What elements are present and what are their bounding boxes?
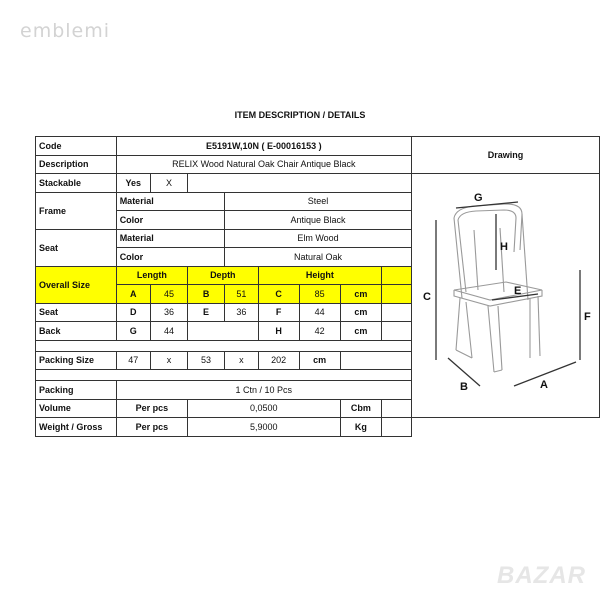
dim-c-value: 85 xyxy=(299,285,340,304)
seat-color-value: Natural Oak xyxy=(225,248,412,267)
description-value: RELIX Wood Natural Oak Chair Antique Black xyxy=(116,155,411,174)
description-label: Description xyxy=(36,155,117,174)
stackable-label: Stackable xyxy=(36,174,117,193)
drawing-title: Drawing xyxy=(411,137,599,174)
packing-size-unit: cm xyxy=(299,351,340,370)
seat-dims-unit: cm xyxy=(340,303,382,322)
back-dims-unit: cm xyxy=(340,322,382,341)
chair-outline xyxy=(454,204,542,372)
back-dims-empty xyxy=(382,322,412,341)
overall-value-empty xyxy=(382,285,412,304)
packing-size-v3: 202 xyxy=(258,351,299,370)
overall-unit: cm xyxy=(340,285,382,304)
overall-header-empty xyxy=(382,266,412,285)
back-dims-label: Back xyxy=(36,322,117,341)
seat-label: Seat xyxy=(36,229,117,266)
volume-label: Volume xyxy=(36,399,117,418)
dim-a: A xyxy=(116,285,150,304)
drawing-panel xyxy=(411,174,599,418)
spec-table xyxy=(35,136,600,437)
packing-size-empty xyxy=(340,351,411,370)
dim-f-value: 44 xyxy=(299,303,340,322)
volume-per: Per pcs xyxy=(116,399,187,418)
drawing-label-c: C xyxy=(422,290,431,303)
dim-d-value: 36 xyxy=(150,303,187,322)
weight-empty xyxy=(382,418,412,437)
height-header: Height xyxy=(258,266,382,285)
dim-h: H xyxy=(258,322,299,341)
dim-h-value: 42 xyxy=(299,322,340,341)
frame-label: Frame xyxy=(36,192,117,229)
weight-value: 5,9000 xyxy=(188,418,341,437)
seat-material-value: Elm Wood xyxy=(225,229,412,248)
weight-per: Per pcs xyxy=(116,418,187,437)
packing-size-v2: 53 xyxy=(188,351,225,370)
frame-material-value: Steel xyxy=(225,192,412,211)
dim-e-value: 36 xyxy=(225,303,259,322)
packing-value: 1 Ctn / 10 Pcs xyxy=(116,381,411,400)
dim-b-value: 51 xyxy=(225,285,259,304)
packing-size-x1: x xyxy=(150,351,187,370)
chair-drawing xyxy=(414,190,597,400)
dim-c: C xyxy=(258,285,299,304)
stackable-yes: Yes xyxy=(116,174,150,193)
dimension-lines xyxy=(436,202,580,386)
packing-size-label: Packing Size xyxy=(36,351,117,370)
code-label: Code xyxy=(36,137,117,156)
drawing-label-e: E xyxy=(513,284,522,297)
volume-unit: Cbm xyxy=(340,399,382,418)
dim-line-g xyxy=(456,202,518,208)
packing-label: Packing xyxy=(36,381,117,400)
dim-f: F xyxy=(258,303,299,322)
dim-a-value: 45 xyxy=(150,285,187,304)
frame-color-value: Antique Black xyxy=(225,211,412,230)
seat-color-label: Color xyxy=(116,248,224,267)
dim-d: D xyxy=(116,303,150,322)
dim-b: B xyxy=(188,285,225,304)
length-header: Length xyxy=(116,266,187,285)
packing-size-v1: 47 xyxy=(116,351,150,370)
watermark-bottom: BAZAR xyxy=(497,562,586,589)
seat-material-label: Material xyxy=(116,229,224,248)
stackable-empty xyxy=(188,174,412,193)
drawing-label-f: F xyxy=(583,310,591,323)
seat-dims-empty xyxy=(382,303,412,322)
watermark-top: emblemi xyxy=(20,20,111,42)
drawing-label-g: G xyxy=(473,191,483,204)
dim-e: E xyxy=(188,303,225,322)
dim-g: G xyxy=(116,322,150,341)
page-title: ITEM DESCRIPTION / DETAILS xyxy=(234,110,366,120)
dim-g-value: 44 xyxy=(150,322,187,341)
volume-empty xyxy=(382,399,412,418)
overall-size-label: Overall Size xyxy=(36,266,117,303)
row-weight xyxy=(36,418,600,437)
stackable-x: X xyxy=(150,174,187,193)
frame-color-label: Color xyxy=(116,211,224,230)
drawing-label-b: B xyxy=(459,380,468,393)
row-stackable xyxy=(36,174,600,193)
drawing-label-a: A xyxy=(539,378,548,391)
depth-header: Depth xyxy=(188,266,259,285)
frame-material-label: Material xyxy=(116,192,224,211)
volume-value: 0,0500 xyxy=(188,399,341,418)
row-code xyxy=(36,137,600,156)
weight-unit: Kg xyxy=(340,418,382,437)
packing-size-x2: x xyxy=(225,351,259,370)
seat-dims-label: Seat xyxy=(36,303,117,322)
drawing-label-h: H xyxy=(499,240,508,253)
back-dims-empty-mid xyxy=(188,322,259,341)
weight-label: Weight / Gross xyxy=(36,418,117,437)
code-value: E5191W,10N ( E-00016153 ) xyxy=(116,137,411,156)
